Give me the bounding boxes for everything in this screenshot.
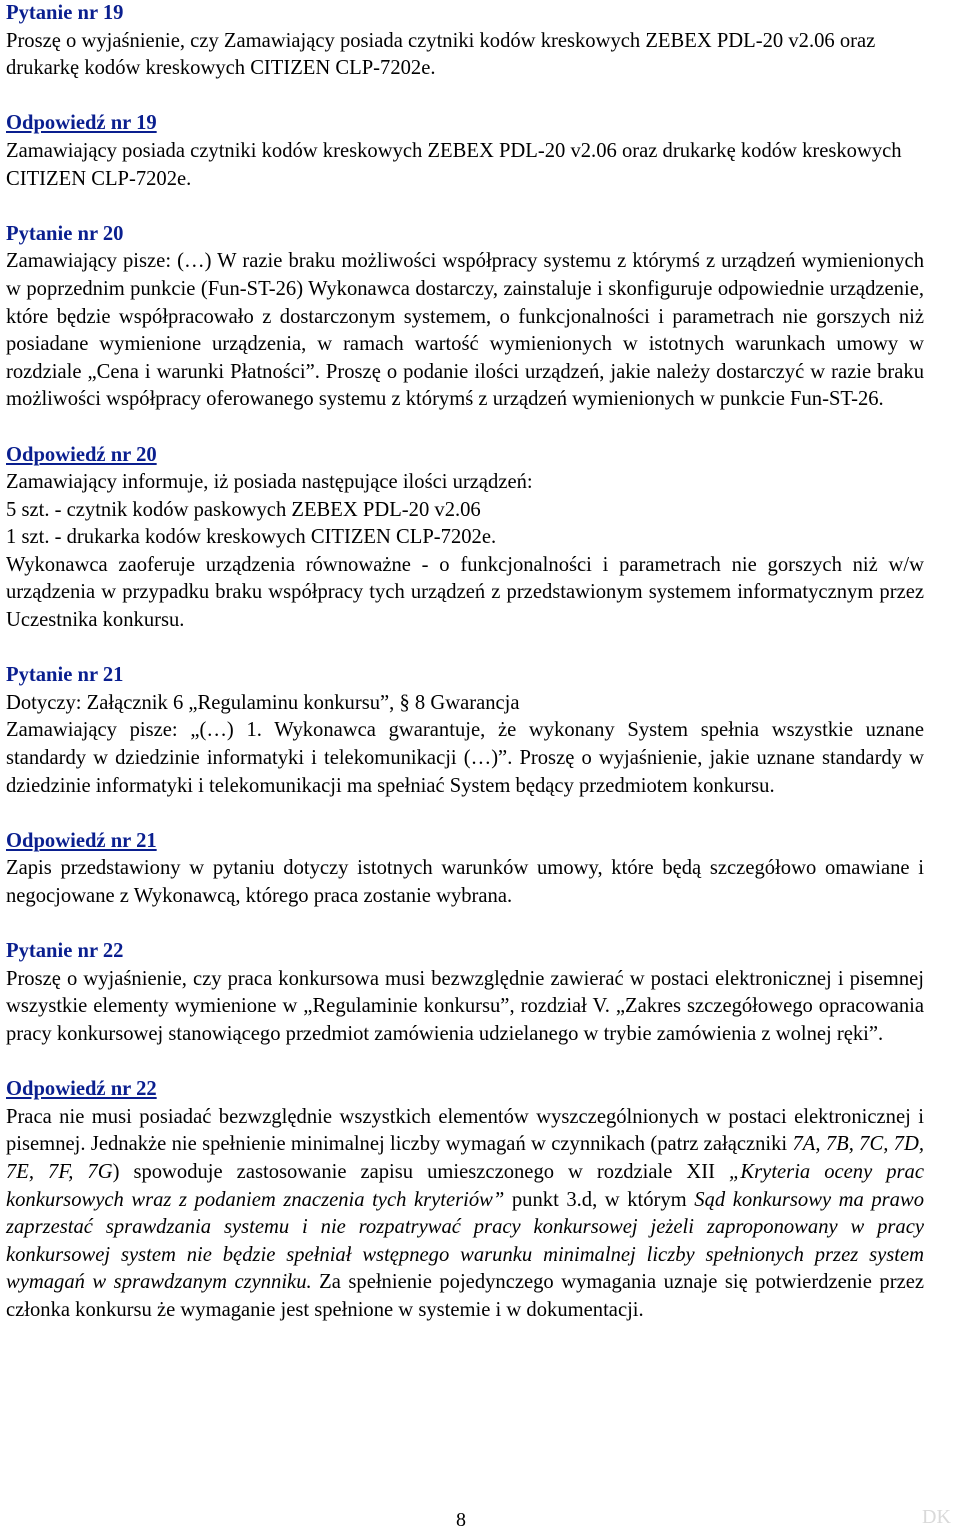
answer-20-line-1: Zamawiający informuje, iż posiada następujące ilości urządzeń: xyxy=(6,471,533,494)
question-22-text: Proszę o wyjaśnienie, czy praca konkursowa musi bezwzględnie zawierać w postaci elektronicznej i pisemnej wszystkie elementy wymienione w „Regulaminie konkursu”, rozdział V. „Zakres szczegółowego opracowania pracy konkursowej stanowiącego przedmiot zamówienia udzielanego w trybie zamówienia z wolnej ręki”. xyxy=(6,967,924,1045)
question-22 xyxy=(6,938,924,1048)
question-21-line-1: Dotyczy: Załącznik 6 „Regulaminu konkursu”, § 8 Gwarancja xyxy=(6,691,520,714)
page-number: 8 xyxy=(456,1509,466,1531)
answer-22-text-part-5: punkt 3.d, w którym xyxy=(504,1188,695,1211)
answer-20-text: Wykonawca zaoferuje urządzenia równoważne - o funkcjonalności i parametrach nie gorszych niż w/w urządzenia w przypadku braku współpracy tych urządzeń z przedstawionym systemem informatycznym przez Uczestnika konkursu. xyxy=(6,553,924,632)
question-19 xyxy=(6,0,924,83)
question-20-heading: Pytanie nr 20 xyxy=(6,222,124,245)
answer-21-heading: Odpowiedź nr 21 xyxy=(6,829,157,852)
answer-22-criteria-title: „Kryteria oceny prac konkursowych wraz z podaniem znaczenia tych kryteriów” xyxy=(6,1160,924,1211)
answer-22-attachments: 7A, 7B, 7C, 7D, 7E, 7F, 7G xyxy=(6,1133,925,1183)
answer-22-text xyxy=(6,1104,924,1325)
answer-22-heading: Odpowiedź nr 22 xyxy=(6,1078,157,1101)
answer-20-heading: Odpowiedź nr 20 xyxy=(6,443,157,466)
question-21-heading: Pytanie nr 21 xyxy=(6,664,124,687)
question-19-text: Proszę o wyjaśnienie, czy Zamawiający posiada czytniki kodów kreskowych ZEBEX PDL-20 v2.06 oraz drukarkę kodów kreskowych CITIZEN CLP-7202e. xyxy=(6,29,876,80)
question-19-heading: Pytanie nr 19 xyxy=(6,2,124,24)
question-22-heading: Pytanie nr 22 xyxy=(6,940,124,963)
question-21 xyxy=(6,662,924,800)
answer-22 xyxy=(6,1076,924,1324)
answer-20-line-2: 5 szt. - czytnik kodów paskowych ZEBEX PDL-20 v2.06 xyxy=(6,498,481,521)
answer-20 xyxy=(6,442,924,635)
question-20-text: Zamawiający pisze: (…) W razie braku możliwości współpracy systemu z którymś z urządzeń wymienionych w poprzednim punkcie (Fun-ST-26) Wykonawca dostarczy, zainstaluje i skonfiguruje odpowiednie urządzenie, które będzie współpracowało z dostarczonym systemem, o funkcjonalności i parametrach nie gorszych niż posiadane wymienione urządzenia, w ramach wartość wymienionych w istotnych warunkach umowy w rozdziale „Cena i warunki Płatności”. Proszę o podanie ilości urządzeń, jakie należy dostarczyć w razie braku możliwości współpracy oferowanego systemu z którymś z urządzeń wymienionych w punkcie Fun-ST-26. xyxy=(6,250,924,411)
question-20 xyxy=(6,221,924,414)
question-21-text: Zamawiający pisze: „(…) 1. Wykonawca gwarantuje, że wykonany System spełnia wszystkie uznane standardy w dziedzinie informatyki i telekomunikacji (…)”. Proszę o wyjaśnienie, jakie uznane standardy w dziedzinie informatyki i telekomunikacji ma spełniać System będący przedmiotem konkursu. xyxy=(6,719,924,797)
document-page xyxy=(6,0,924,1325)
answer-19-heading: Odpowiedź nr 19 xyxy=(6,112,157,135)
answer-21 xyxy=(6,828,924,911)
watermark: DK xyxy=(922,1506,951,1528)
answer-21-text: Zapis przedstawiony w pytaniu dotyczy istotnych warunków umowy, które będą szczegółowo omawiane i negocjowane z Wykonawcą, którego praca zostanie wybrana. xyxy=(6,857,924,907)
answer-22-text-part-7: Za spełnienie pojedynczego wymagania uznaje się potwierdzenie przez członka konkursu że wymaganie jest spełnione w systemie i w dokumentacji. xyxy=(6,1271,924,1321)
answer-22-quote: Sąd konkursowy ma prawo zaprzestać sprawdzania systemu i nie rozpatrywać pracy konkursowej jeżeli zaproponowany w pracy konkursowej system nie będzie spełniał wstępnego warunku minimalnej liczby spełnionych przez system wymagań w sprawdzanym czynniku. xyxy=(6,1188,924,1294)
answer-22-text-part-3: ) spowoduje zastosowanie zapisu umieszczonego w rozdziale XII xyxy=(112,1160,729,1183)
answer-19-text: Zamawiający posiada czytniki kodów kreskowych ZEBEX PDL-20 v2.06 oraz drukarkę kodów kreskowych CITIZEN CLP-7202e. xyxy=(6,139,902,190)
answer-19 xyxy=(6,110,924,193)
answer-22-text-part-1: Praca nie musi posiadać bezwzględnie wszystkich elementów wyszczególnionych w postaci elektronicznej i pisemnej. Jednakże nie spełnienie minimalnej liczby wymagań w czynnikach (patrz załączniki xyxy=(6,1105,924,1156)
answer-20-line-3: 1 szt. - drukarka kodów kreskowych CITIZEN CLP-7202e. xyxy=(6,526,497,549)
